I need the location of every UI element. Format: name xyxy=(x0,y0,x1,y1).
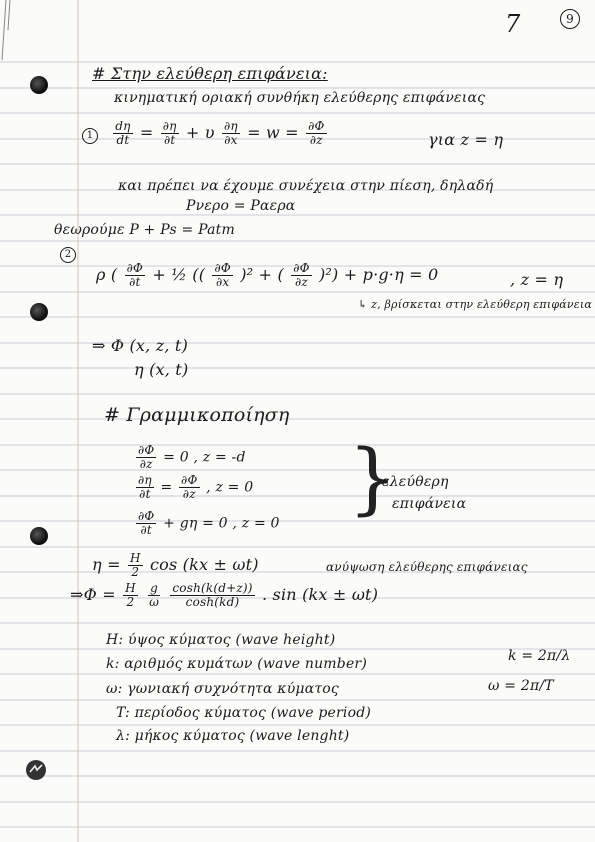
eta-solution-note: ανύψωση ελεύθερης επιφάνειας xyxy=(326,560,528,574)
linear-eq-2: $\frac{\partial\eta}{\partial t}$ = $\frac{\partial\Phi}{\partial z}$ , z = 0 xyxy=(138,473,254,501)
note-free-surface: ↳ z, βρίσκεται στην ελεύθερη επιφάνεια xyxy=(358,298,593,311)
pressure-equality: Pνερο = Pαερα xyxy=(186,198,296,214)
bernoulli-condition: , z = η xyxy=(510,270,564,289)
eta-solution: η = $\frac{H}{2}$ cos (kx ± ωt) xyxy=(92,551,259,579)
continuity-text: και πρέπει να έχουμε συνέχεια στην πίεση, δηλαδή xyxy=(118,178,494,194)
bernoulli-equation: ρ ( $\frac{\partial\Phi}{\partial t}$ + ½ (( $\frac{\partial\Phi}{\partial x}$ )² + ( $\frac{\partial\Phi}{\partial z}$ )²) + p·g·η = 0 xyxy=(96,261,439,289)
free-surface-label-1: ελεύθερη xyxy=(382,474,449,490)
equation-1: 1 $\frac{d\eta}{dt}$ = $\frac{\partial\eta}{\partial t}$ + υ $\frac{\partial\eta}{\partial x}$ = w = $\frac{\partial\Phi}{\partial z}$ xyxy=(82,120,329,147)
phi-function: ⇒ Φ (x, z, t) xyxy=(92,336,189,355)
definition-lambda: λ: μήκος κύματος (wave lenght) xyxy=(116,728,350,744)
k-formula: k = 2π/λ xyxy=(508,648,571,664)
assume-pressure: θεωρούμε P + Ps = Patm xyxy=(54,222,235,238)
equation-1-condition: για z = η xyxy=(428,130,504,149)
heading-free-surface: # Στην ελεύθερη επιφάνεια: xyxy=(92,64,328,83)
heading-linearization: # Γραμμικοποίηση xyxy=(104,404,290,426)
curly-brace: } xyxy=(348,434,398,524)
definition-omega: ω: γωνιακή συχνότητα κύματος xyxy=(106,681,339,697)
definition-T: T: περίοδος κύματος (wave period) xyxy=(116,705,372,721)
phi-solution: ⇒Φ = $\frac{H}{2}$ $\frac{g}{\omega}$ $\frac{\cosh(k(d+z))}{\cosh(kd)}$ . sin (kx ± ωt) xyxy=(70,581,379,609)
linear-eq-3: $\frac{\partial\Phi}{\partial t}$ + gη = 0 , z = 0 xyxy=(138,509,280,537)
eta-function: η (x, t) xyxy=(134,360,189,379)
free-surface-label-2: επιφάνεια xyxy=(392,496,467,512)
binder-hole xyxy=(30,76,48,94)
marker-2: 2 xyxy=(60,242,76,263)
definition-H: H: ύψος κύματος (wave height) xyxy=(106,632,336,648)
binder-hole xyxy=(30,303,48,321)
kinematic-condition-text: κινηματική οριακή συνθήκη ελεύθερης επιφάνειας xyxy=(114,90,486,106)
omega-formula: ω = 2π/T xyxy=(488,678,554,694)
stamp-icon xyxy=(24,758,48,782)
circled-page-number: 9 xyxy=(560,8,580,29)
binder-hole xyxy=(30,527,48,545)
definition-k: k: αριθμός κυμάτων (wave number) xyxy=(106,656,367,672)
page-number: 7 xyxy=(505,10,521,38)
linear-eq-1: $\frac{\partial\Phi}{\partial z}$ = 0 , z = -d xyxy=(138,443,246,471)
